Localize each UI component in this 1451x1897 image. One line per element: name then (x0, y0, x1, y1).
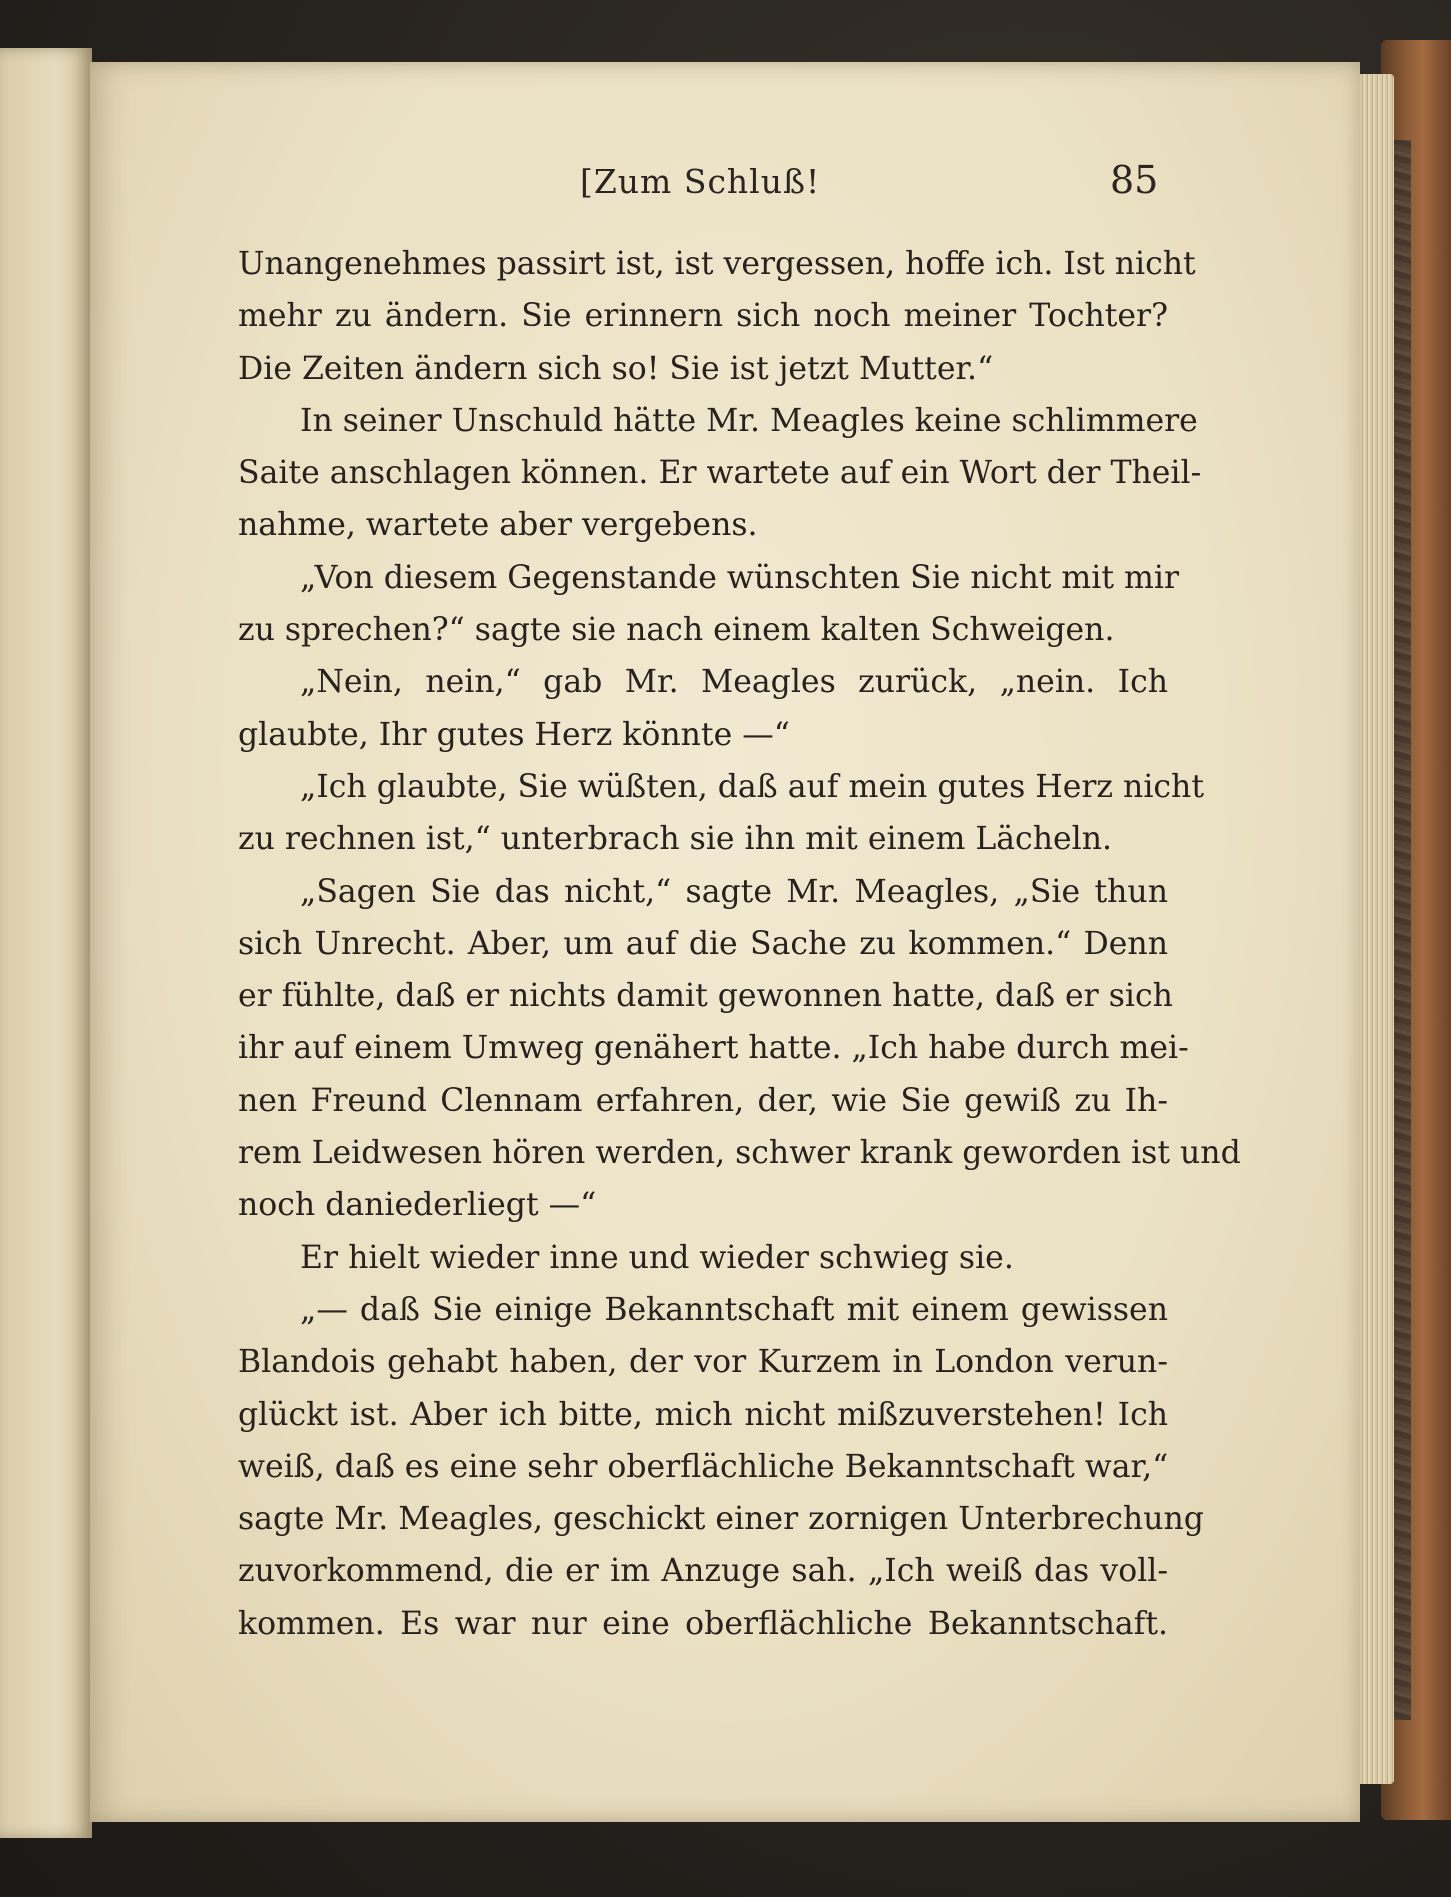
text-line: „Von diesem Gegenstande wünschten Sie nicht mit mir (300, 559, 1180, 596)
text-line: nahme, wartete aber vergebens. (238, 507, 758, 544)
text-line: „Ich glaubte, Sie wüßten, daß auf mein gutes Herz nicht (300, 768, 1204, 805)
text-line: „Sagen Sie das nicht,“ sagte Mr. Meagles, „Sie thun (300, 873, 1168, 910)
text-line: Er hielt wieder inne und wieder schwieg sie. (300, 1239, 1014, 1276)
text-line: mehr zu ändern. Sie erinnern sich noch meiner Tochter? (238, 298, 1168, 335)
text-line: glaubte, Ihr gutes Herz könnte —“ (238, 716, 790, 753)
text-line: „— daß Sie einige Bekanntschaft mit einem gewissen (300, 1291, 1168, 1328)
text-line: zu sprechen?“ sagte sie nach einem kalten Schweigen. (238, 612, 1115, 649)
text-line: sagte Mr. Meagles, geschickt einer zornigen Unterbrechung (238, 1501, 1204, 1538)
text-line: Blandois gehabt haben, der vor Kurzem in London verun- (238, 1344, 1168, 1381)
left-page-edge (0, 48, 92, 1838)
text-line: rem Leidwesen hören werden, schwer krank geworden ist und (238, 1135, 1241, 1172)
text-line: zuvorkommend, die er im Anzuge sah. „Ich weiß das voll- (238, 1553, 1168, 1590)
text-line: er fühlte, daß er nichts damit gewonnen hatte, daß er sich (238, 978, 1173, 1015)
text-line: sich Unrecht. Aber, um auf die Sache zu kommen.“ Denn (238, 925, 1168, 962)
text-line: „Nein, nein,“ gab Mr. Meagles zurück, „nein. Ich (300, 664, 1168, 701)
text-line: Saite anschlagen können. Er wartete auf ein Wort der Theil- (238, 455, 1202, 492)
text-line: ihr auf einem Umweg genähert hatte. „Ich habe durch mei- (238, 1030, 1189, 1067)
text-line: glückt ist. Aber ich bitte, mich nicht mißzuverstehen! Ich (238, 1396, 1168, 1433)
text-line: kommen. Es war nur eine oberflächliche Bekanntschaft. (238, 1605, 1168, 1642)
text-line: weiß, daß es eine sehr oberflächliche Bekanntschaft war,“ (238, 1448, 1169, 1485)
text-line: Die Zeiten ändern sich so! Sie ist jetzt Mutter.“ (238, 350, 994, 387)
text-line: noch daniederliegt —“ (238, 1187, 597, 1224)
text-line: In seiner Unschuld hätte Mr. Meagles keine schlimmere (300, 402, 1198, 439)
text-line: zu rechnen ist,“ unterbrach sie ihn mit einem Lächeln. (238, 821, 1113, 858)
page-number: 85 (1110, 158, 1159, 202)
running-head: [Zum Schluß! (580, 162, 821, 201)
text-line: Unangenehmes passirt ist, ist vergessen, hoffe ich. Ist nicht (238, 246, 1196, 282)
text-line: nen Freund Clennam erfahren, der, wie Sie gewiß zu Ih- (238, 1082, 1168, 1119)
page-text-body (238, 238, 1241, 1650)
